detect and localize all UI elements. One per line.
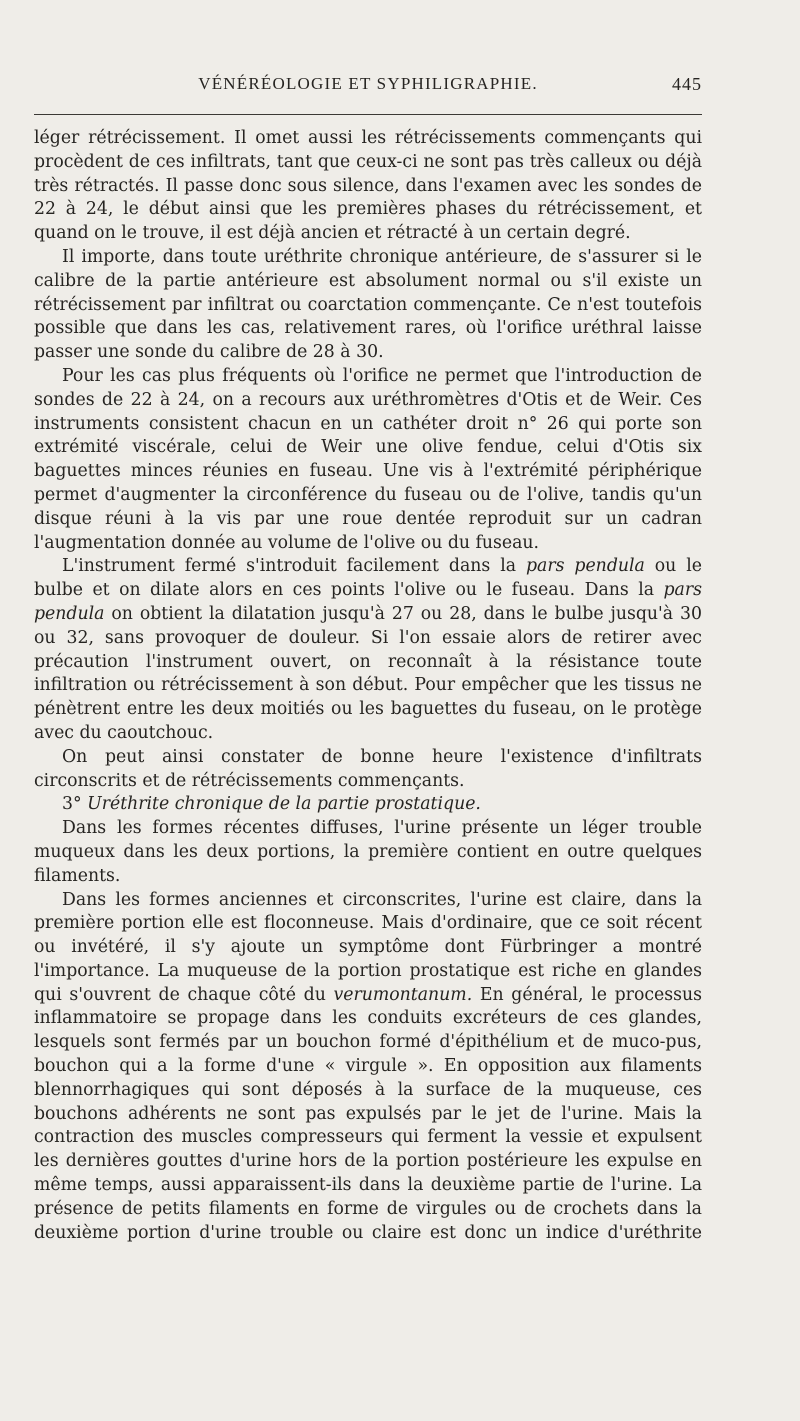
- text-run: Il importe, dans toute uréthrite chronique antérieure, de s'assurer si le calibre de la partie antérieure est absolument normal ou s'il existe un rétrécissement par infiltrat ou coarctation commençante. Ce n'est toutefois possible que dans les cas, relativement rares, où l'orifice uréthral laisse passer une sonde du calibre de 28 à 30.: [34, 246, 702, 363]
- running-title: VÉNÉRÉOLOGIE ET SYPHILIGRAPHIE.: [198, 74, 538, 93]
- paragraph: [34, 746, 702, 794]
- paragraph: [34, 555, 702, 745]
- text-run: On peut ainsi constater de bonne heure l'existence d'infiltrats circonscrits et de rétrécissements commençants.: [34, 746, 702, 791]
- header-rule: [34, 114, 702, 115]
- text-run: on obtient la dilatation jusqu'à 27 ou 28, dans le bulbe jusqu'à 30 ou 32, sans provoquer de douleur. Si l'on essaie alors de retirer avec précaution l'instrument ouvert, on reconnaît à la résistance toute infiltration ou rétrécissement à son début. Pour empêcher que les tissus ne pénètrent entre les deux moitiés ou les baguettes du fuseau, on le protège avec du caoutchouc.: [34, 603, 702, 743]
- text-run: ou le bulbe et on dilate alors en ces points l'olive ou le fuseau. Dans la: [34, 556, 702, 601]
- page-header: [34, 74, 702, 100]
- text-run: En général, le processus inflammatoire se propage dans les conduits excréteurs de ces glandes, lesquels sont fermés par un bouchon formé d'épithélium et de muco-pus, bouchon qui a la forme d'une « virgule ». En opposition aux filaments blennorrhagiques qui sont déposés à la surface de la muqueuse, ces bouchons adhérents ne sont pas expulsés par le jet de l'urine. Mais la contraction des muscles compresseurs qui ferment la vessie et expulsent les dernières gouttes d'urine hors de la portion postérieure les expulse en même temps, aussi apparaissent-ils dans la deuxième partie de l'urine. La présence de petits filaments en forme de virgules ou de crochets dans la deuxième portion d'urine trouble ou claire est donc un indice d'uréthrite: [34, 984, 702, 1243]
- text-run: Pour les cas plus fréquents où l'orifice ne permet que l'introduction de sondes de 22 à 24, on a recours aux uréthromètres d'Otis et de Weir. Ces instruments consistent chacun en un cathéter droit n° 26 qui porte son extrémité viscérale, celui de Weir une olive fendue, celui d'Otis six baguettes minces réunies en fuseau. Une vis à l'extrémité périphérique permet d'augmenter la circonférence du fuseau ou de l'olive, tandis qu'un disque réuni à la vis par une roue dentée reproduit sur un cadran l'augmentation donnée au volume de l'olive ou du fuseau.: [34, 365, 702, 553]
- paragraph: [34, 817, 702, 888]
- paragraph: [34, 127, 702, 246]
- text-run: Dans les formes récentes diffuses, l'urine présente un léger trouble muqueux dans les deux portions, la première contient en outre quelques filaments.: [34, 818, 702, 886]
- paragraph: [34, 365, 702, 555]
- text-run: 3°: [62, 794, 88, 815]
- paragraph: [34, 889, 702, 1246]
- italic-text: pars pendula: [34, 580, 702, 624]
- text-run: Dans les formes anciennes et circonscrites, l'urine est claire, dans la première portion elle est floconneuse. Mais d'ordinaire, que ce soit récent ou invétéré, il s'y ajoute un symptôme dont Fürbringer a montré l'importance. La muqueuse de la portion prostatique est riche en glandes qui s'ouvrent de chaque côté du: [34, 889, 702, 1005]
- text-run: L'instrument fermé s'introduit facilement dans la: [62, 556, 526, 577]
- body-text: [34, 127, 702, 1245]
- italic-text: verumontanum.: [333, 984, 473, 1005]
- page-number: 445: [672, 74, 702, 94]
- paragraph: [34, 246, 702, 365]
- italic-text: pars pendula: [525, 556, 645, 577]
- italic-text: Uréthrite chronique de la partie prostatique.: [87, 794, 481, 815]
- text-run: léger rétrécissement. Il omet aussi les rétrécissements commençants qui procèdent de ces infiltrats, tant que ceux-ci ne sont pas très calleux ou déjà très rétractés. Il passe donc sous silence, dans l'examen avec les sondes de 22 à 24, le début ainsi que les premières phases du rétrécissement, et quand on le trouve, il est déjà ancien et rétracté à un certain degré.: [34, 128, 702, 244]
- paragraph: [34, 793, 702, 817]
